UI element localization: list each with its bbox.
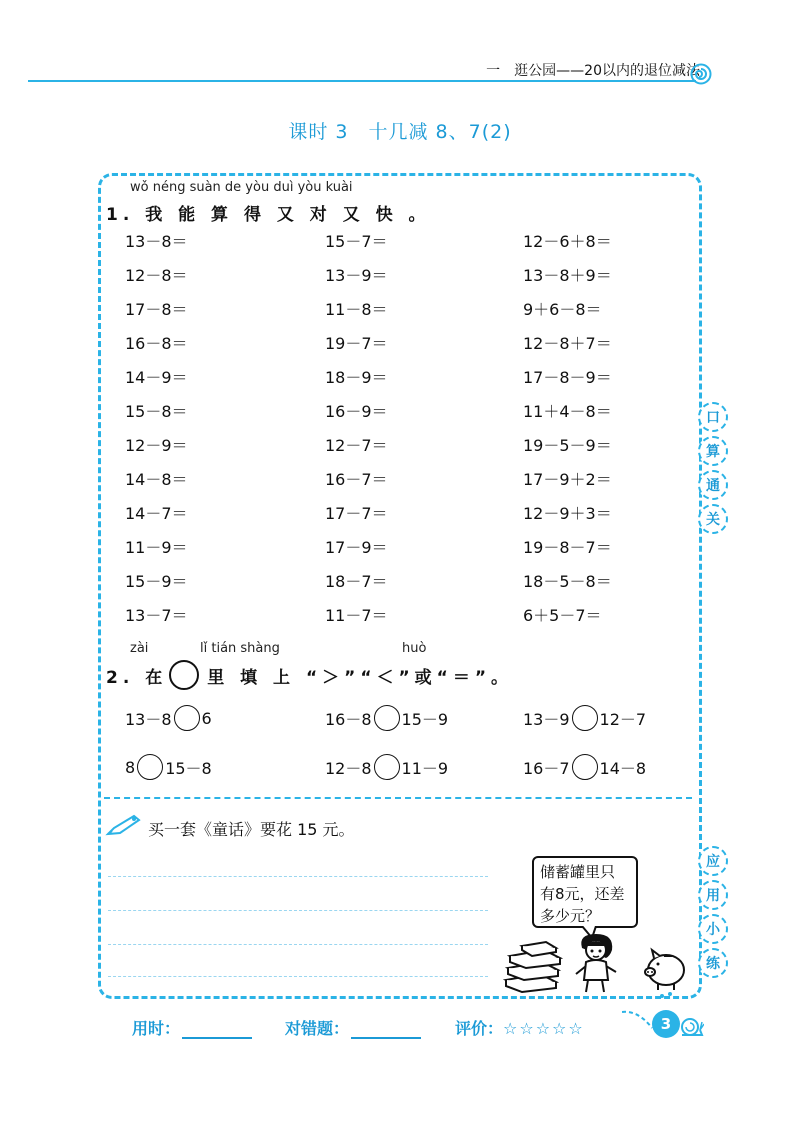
problem-1-3[interactable]: 12－6＋8＝ bbox=[523, 232, 612, 251]
problem-4-3[interactable]: 12－8＋7＝ bbox=[523, 334, 612, 353]
footer-errors bbox=[285, 1016, 421, 1039]
side-tab-char: 通 bbox=[698, 470, 728, 500]
problem-5-1[interactable]: 14－9＝ bbox=[125, 368, 188, 387]
problem-4-1[interactable]: 16－8＝ bbox=[125, 334, 188, 353]
compare-right: 15－9 bbox=[401, 709, 449, 729]
compare-right: 15－8 bbox=[165, 758, 212, 778]
q2-pinyin-zai: zài bbox=[130, 641, 149, 656]
application-problem: 买一套《童话》要花 15 元。 bbox=[148, 820, 355, 839]
compare-right: 14－8 bbox=[599, 758, 647, 778]
compare-left: 8 bbox=[125, 757, 136, 777]
problem-3-2[interactable]: 11－8＝ bbox=[325, 300, 388, 319]
compare-left: 16－8 bbox=[325, 709, 372, 729]
compare-right: 6 bbox=[201, 708, 212, 728]
q2-pinyin-litianshang: lǐ tián shàng bbox=[200, 641, 280, 656]
side-tab-char: 关 bbox=[698, 504, 728, 534]
q2-title bbox=[106, 660, 513, 690]
page-number: 3 bbox=[652, 1010, 680, 1038]
answer-circle[interactable] bbox=[374, 705, 400, 731]
compare-item bbox=[523, 752, 683, 782]
compare-item bbox=[325, 703, 523, 733]
problem-2-3[interactable]: 13－8＋9＝ bbox=[523, 266, 612, 285]
compare-right: 12－7 bbox=[599, 709, 647, 729]
problem-7-3[interactable]: 19－5－9＝ bbox=[523, 436, 612, 455]
bubble-line: 储蓄罐里只 bbox=[540, 863, 616, 881]
problem-7-2[interactable]: 12－7＝ bbox=[325, 436, 388, 455]
problem-9-1[interactable]: 14－7＝ bbox=[125, 504, 188, 523]
compare-item bbox=[125, 752, 325, 782]
answer-line[interactable] bbox=[108, 910, 488, 911]
problem-2-2[interactable]: 13－9＝ bbox=[325, 266, 388, 285]
compare-item bbox=[523, 703, 683, 733]
problem-9-3[interactable]: 12－9＋3＝ bbox=[523, 504, 612, 523]
snail-icon bbox=[678, 1012, 704, 1038]
problem-6-2[interactable]: 16－9＝ bbox=[325, 402, 388, 421]
compare-right: 11－9 bbox=[401, 758, 449, 778]
corner-fold-icon bbox=[622, 1008, 654, 1034]
problem-3-1[interactable]: 17－8＝ bbox=[125, 300, 188, 319]
problem-3-3[interactable]: 9＋6－8＝ bbox=[523, 300, 602, 319]
problem-5-2[interactable]: 18－9＝ bbox=[325, 368, 388, 387]
problem-10-2[interactable]: 17－9＝ bbox=[325, 538, 388, 557]
side-tab-char: 小 bbox=[698, 914, 728, 944]
problem-4-2[interactable]: 19－7＝ bbox=[325, 334, 388, 353]
problem-12-3[interactable]: 6＋5－7＝ bbox=[523, 606, 602, 625]
compare-left: 16－7 bbox=[523, 758, 570, 778]
side-tab-char: 用 bbox=[698, 880, 728, 910]
footer-rating bbox=[455, 1016, 585, 1039]
time-label: 用时： bbox=[132, 1019, 181, 1038]
problem-8-2[interactable]: 16－7＝ bbox=[325, 470, 388, 489]
side-tab-char: 应 bbox=[698, 846, 728, 876]
compare-left: 12－8 bbox=[325, 758, 372, 778]
answer-circle[interactable] bbox=[374, 754, 400, 780]
girl-illustration bbox=[572, 930, 628, 994]
q2-title-rest: 里 填 上 “＞”“＜”或“＝”。 bbox=[207, 667, 514, 688]
compare-left: 13－8 bbox=[125, 709, 172, 729]
speech-bubble bbox=[532, 856, 638, 928]
side-tab-application bbox=[697, 846, 729, 982]
header-breadcrumb: 一 逛公园——20以内的退位减法 bbox=[486, 63, 700, 79]
problem-12-2[interactable]: 11－7＝ bbox=[325, 606, 388, 625]
problem-12-1[interactable]: 13－7＝ bbox=[125, 606, 188, 625]
problem-11-3[interactable]: 18－5－8＝ bbox=[523, 572, 612, 591]
bubble-line: 多少元？ bbox=[540, 907, 601, 925]
answer-circle-icon bbox=[169, 660, 199, 690]
problem-7-1[interactable]: 12－9＝ bbox=[125, 436, 188, 455]
side-tab-char: 练 bbox=[698, 948, 728, 978]
side-tab-oral-calc bbox=[697, 402, 729, 538]
compare-item bbox=[125, 703, 325, 733]
q2-compare-grid bbox=[125, 703, 685, 801]
problem-1-2[interactable]: 15－7＝ bbox=[325, 232, 388, 251]
q1-problem-grid bbox=[125, 228, 685, 636]
problem-8-1[interactable]: 14－8＝ bbox=[125, 470, 188, 489]
problem-11-2[interactable]: 18－7＝ bbox=[325, 572, 388, 591]
rating-stars[interactable]: ☆☆☆☆☆ bbox=[503, 1019, 585, 1038]
errors-blank[interactable] bbox=[351, 1037, 421, 1039]
q1-title: 1. 我 能 算 得 又 对 又 快 。 bbox=[106, 205, 431, 225]
q2-title-prefix: 2. 在 bbox=[106, 667, 168, 688]
problem-6-1[interactable]: 15－8＝ bbox=[125, 402, 188, 421]
pencil-icon bbox=[104, 812, 144, 838]
piggy-bank-illustration bbox=[640, 944, 696, 1000]
problem-10-1[interactable]: 11－9＝ bbox=[125, 538, 188, 557]
compare-item bbox=[325, 752, 523, 782]
compare-left: 13－9 bbox=[523, 709, 570, 729]
problem-5-3[interactable]: 17－8－9＝ bbox=[523, 368, 612, 387]
answer-circle[interactable] bbox=[174, 705, 200, 731]
time-blank[interactable] bbox=[182, 1037, 252, 1039]
rating-label: 评价： bbox=[455, 1019, 504, 1038]
side-tab-char: 算 bbox=[698, 436, 728, 466]
side-tab-char: 口 bbox=[698, 402, 728, 432]
bubble-line: 有8元，还差 bbox=[540, 885, 625, 903]
problem-2-1[interactable]: 12－8＝ bbox=[125, 266, 188, 285]
problem-1-1[interactable]: 13－8＝ bbox=[125, 232, 188, 251]
lesson-title: 课时 3 十几减 8、7(2) bbox=[288, 121, 512, 143]
answer-line[interactable] bbox=[108, 976, 488, 977]
answer-line[interactable] bbox=[108, 944, 488, 945]
header-rule bbox=[28, 80, 696, 82]
problem-10-3[interactable]: 19－8－7＝ bbox=[523, 538, 612, 557]
q1-pinyin: wǒ néng suàn de yòu duì yòu kuài bbox=[130, 180, 353, 195]
answer-line[interactable] bbox=[108, 876, 488, 877]
errors-label: 对错题： bbox=[285, 1019, 350, 1038]
answer-circle[interactable] bbox=[137, 754, 163, 780]
problem-6-3[interactable]: 11＋4－8＝ bbox=[523, 402, 612, 421]
books-illustration bbox=[500, 936, 564, 994]
q2-pinyin-huo: huò bbox=[402, 641, 427, 656]
answer-circle[interactable] bbox=[572, 754, 598, 780]
footer-time bbox=[132, 1016, 252, 1039]
problem-11-1[interactable]: 15－9＝ bbox=[125, 572, 188, 591]
problem-8-3[interactable]: 17－9＋2＝ bbox=[523, 470, 612, 489]
answer-circle[interactable] bbox=[572, 705, 598, 731]
problem-9-2[interactable]: 17－7＝ bbox=[325, 504, 388, 523]
